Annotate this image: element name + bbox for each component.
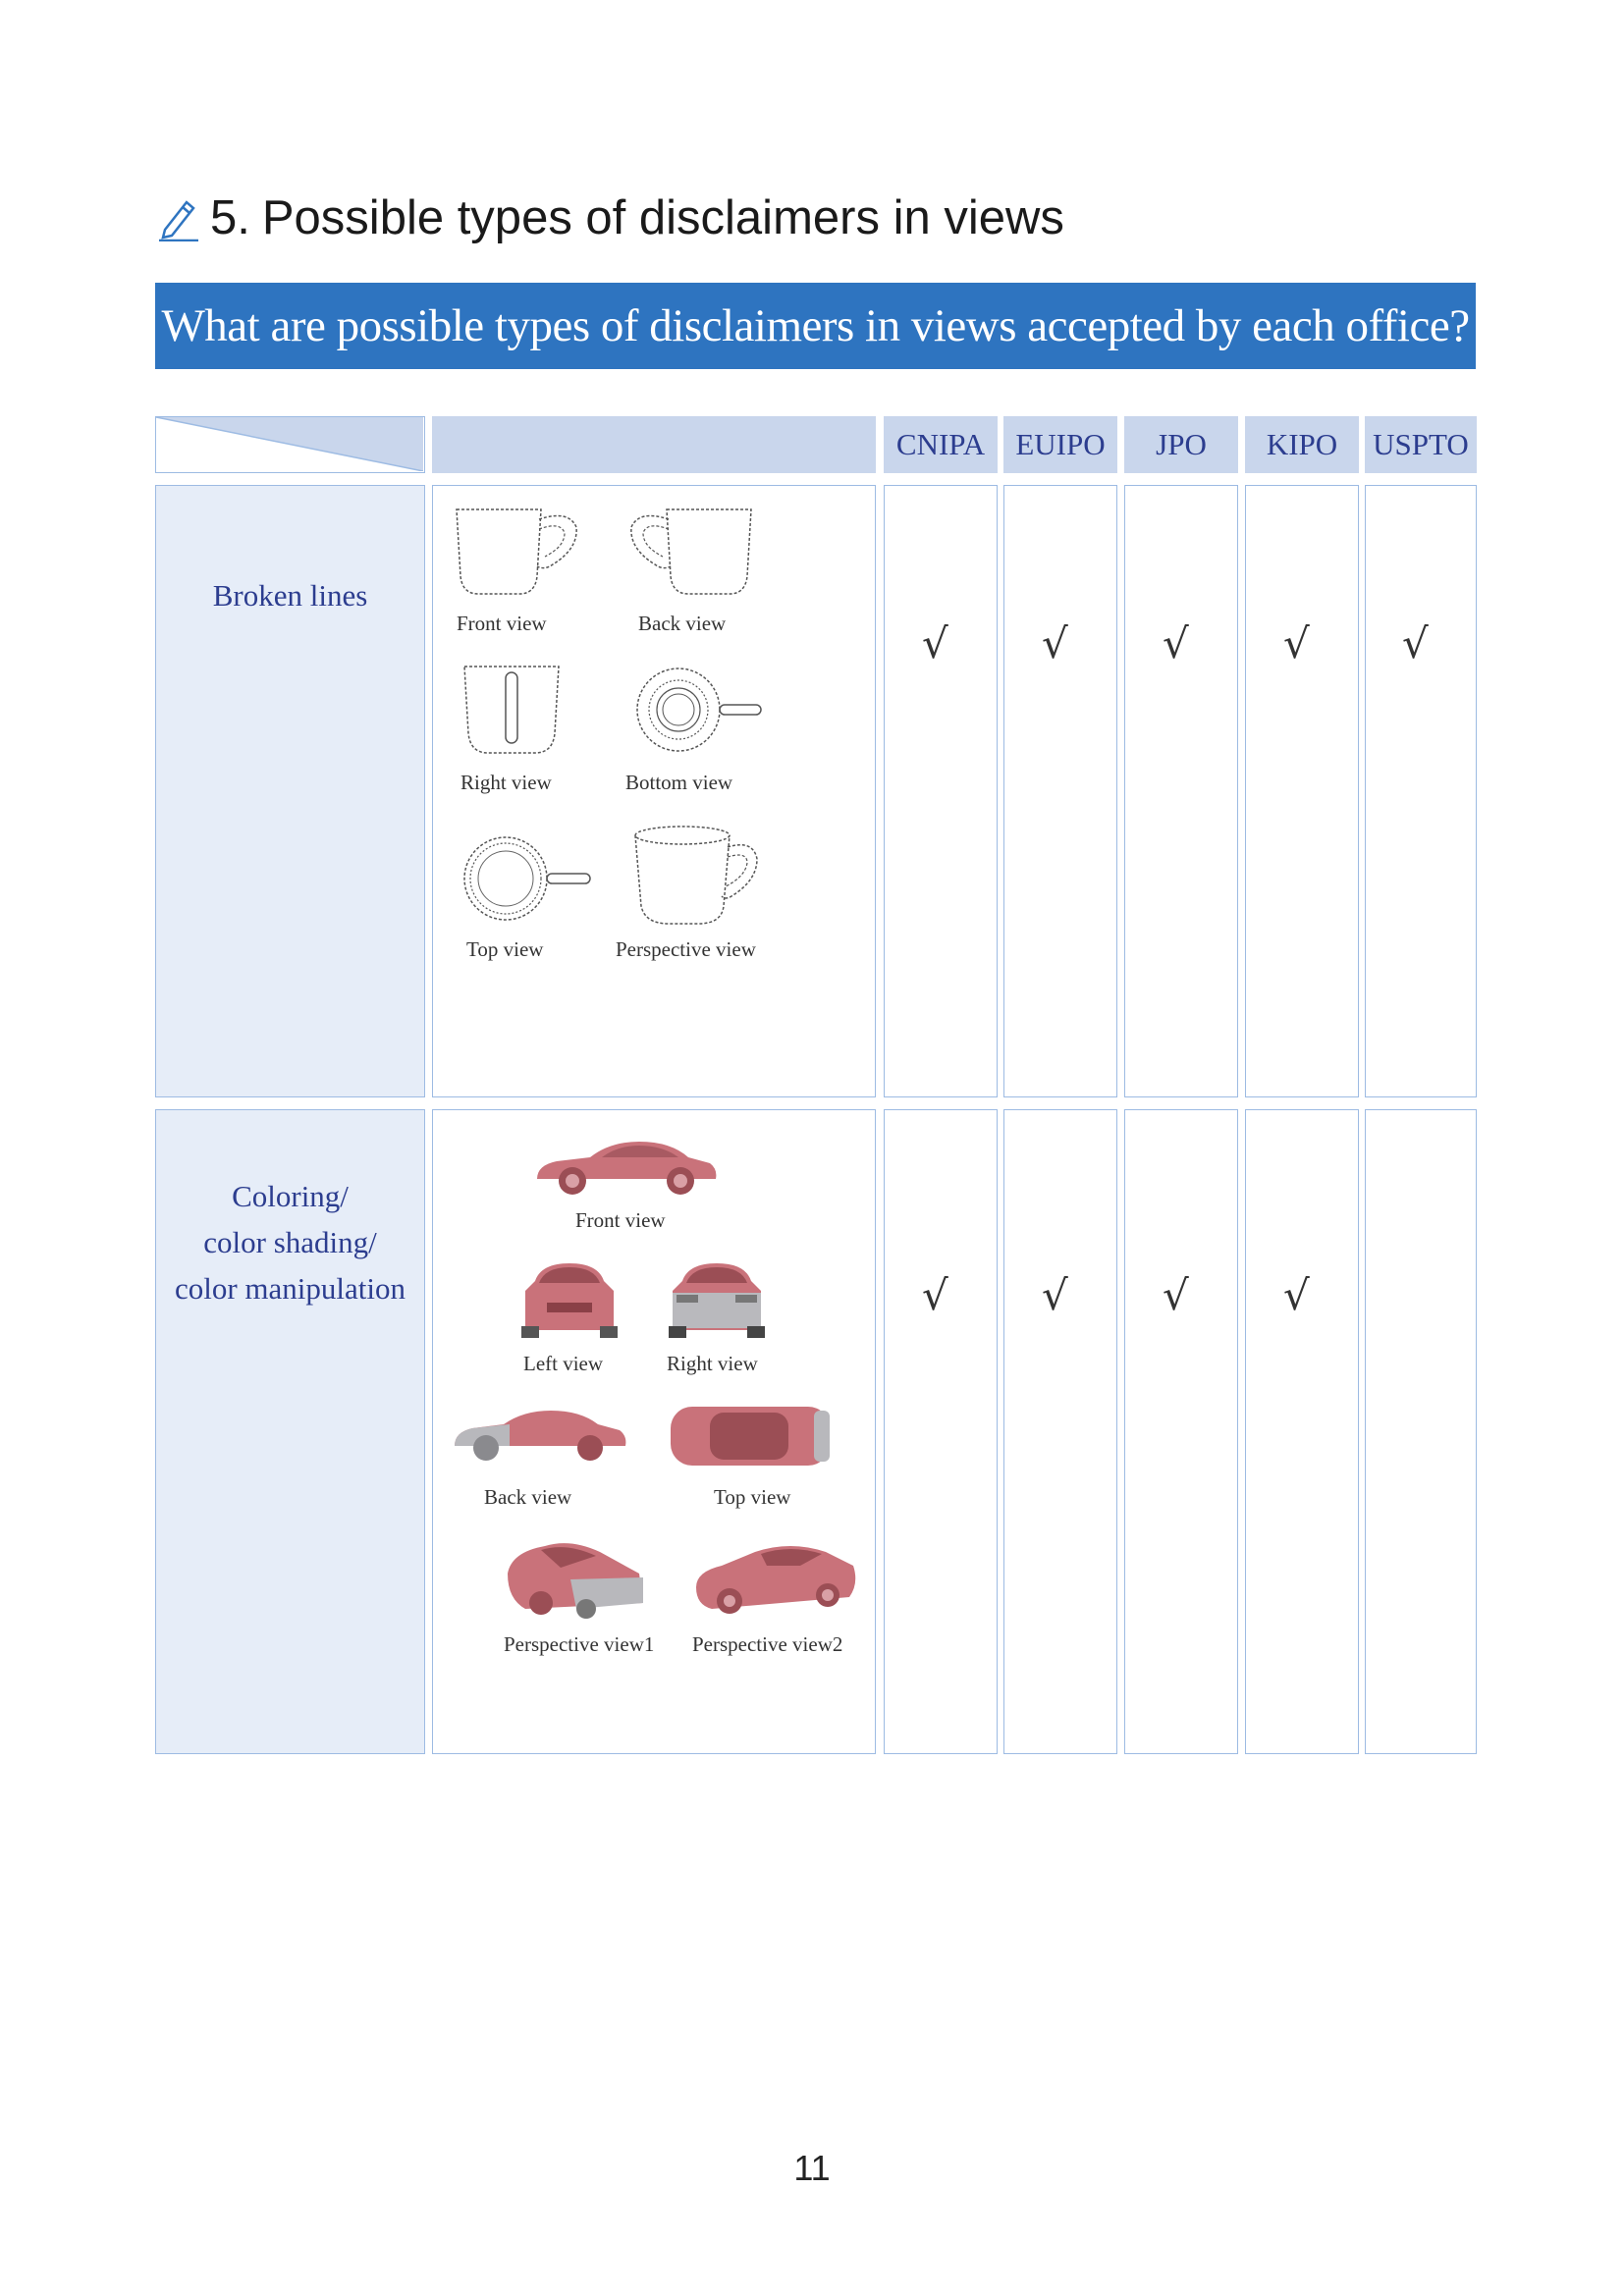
cell-broken-lines-cnipa [884,485,998,1097]
cell-coloring-kipo [1245,1109,1359,1754]
caption-top-view: Top view [714,1485,791,1509]
caption-right-view: Right view [460,771,552,794]
mug-perspective-view-image [629,824,767,932]
caption-top-view: Top view [466,937,544,961]
car-back-view-image [451,1405,627,1464]
pencil-icon [157,194,200,241]
diagonal-corner-shape [156,417,423,471]
car-front-view-image [533,1136,720,1199]
caption-right-view: Right view [667,1352,758,1375]
row-label-line: color manipulation [174,1271,406,1306]
office-header-uspto: USPTO [1365,416,1477,473]
car-left-view-image [517,1259,622,1340]
cell-coloring-cnipa [884,1109,998,1754]
page-number: 11 [793,2148,831,2188]
checkmark: √ [1042,1271,1068,1319]
caption-back-view: Back view [484,1485,572,1509]
section-heading [157,187,1064,249]
cell-broken-lines-euipo [1003,485,1117,1097]
checkmark: √ [1402,619,1429,667]
car-top-view-image [667,1401,834,1471]
cell-broken-lines-jpo [1124,485,1238,1097]
mug-bottom-view-image [635,665,773,763]
cell-broken-lines-uspto [1365,485,1477,1097]
caption-perspective-view1: Perspective view1 [504,1632,655,1656]
row-label-text: Broken lines [212,578,368,613]
example-cell-coloring [432,1109,876,1754]
office-header-kipo: KIPO [1245,416,1359,473]
mug-back-view-image [627,506,765,604]
office-header-cnipa: CNIPA [884,416,998,473]
caption-front-view: Front view [457,612,547,635]
checkmark: √ [1283,619,1310,667]
caption-left-view: Left view [523,1352,604,1375]
example-header-cell [432,416,876,473]
section-title: Possible types of disclaimers in views [261,191,1064,244]
caption-perspective-view2: Perspective view2 [692,1632,843,1656]
section-number: 5. [210,191,250,244]
cell-coloring-uspto [1365,1109,1477,1754]
cell-coloring-euipo [1003,1109,1117,1754]
cell-broken-lines-kipo [1245,485,1359,1097]
caption-back-view: Back view [638,612,727,635]
mug-top-view-image [462,833,600,932]
car-perspective-view1-image [502,1534,649,1619]
checkmark: √ [1042,619,1068,667]
checkmark: √ [1163,619,1189,667]
checkmark: √ [922,1271,948,1319]
question-banner: What are possible types of disclaimers in views accepted by each office? [155,283,1476,369]
car-perspective-view2-image [692,1536,859,1619]
caption-perspective-view: Perspective view [616,937,756,961]
row-label-broken-lines [155,485,425,1097]
caption-front-view: Front view [575,1208,666,1232]
mug-right-view-image [460,663,568,761]
mug-front-view-image [451,506,588,604]
cell-coloring-jpo [1124,1109,1238,1754]
checkmark: √ [922,619,948,667]
office-header-jpo: JPO [1124,416,1238,473]
checkmark: √ [1163,1271,1189,1319]
example-cell-broken-lines [432,485,876,1097]
checkmark: √ [1283,1271,1310,1319]
caption-bottom-view: Bottom view [625,771,733,794]
row-label-line: Coloring/ [232,1179,349,1213]
office-header-euipo: EUIPO [1003,416,1117,473]
corner-cell [155,416,425,473]
row-label-coloring [155,1109,425,1754]
car-right-view-image [665,1259,769,1340]
row-label-line: color shading/ [203,1225,377,1259]
